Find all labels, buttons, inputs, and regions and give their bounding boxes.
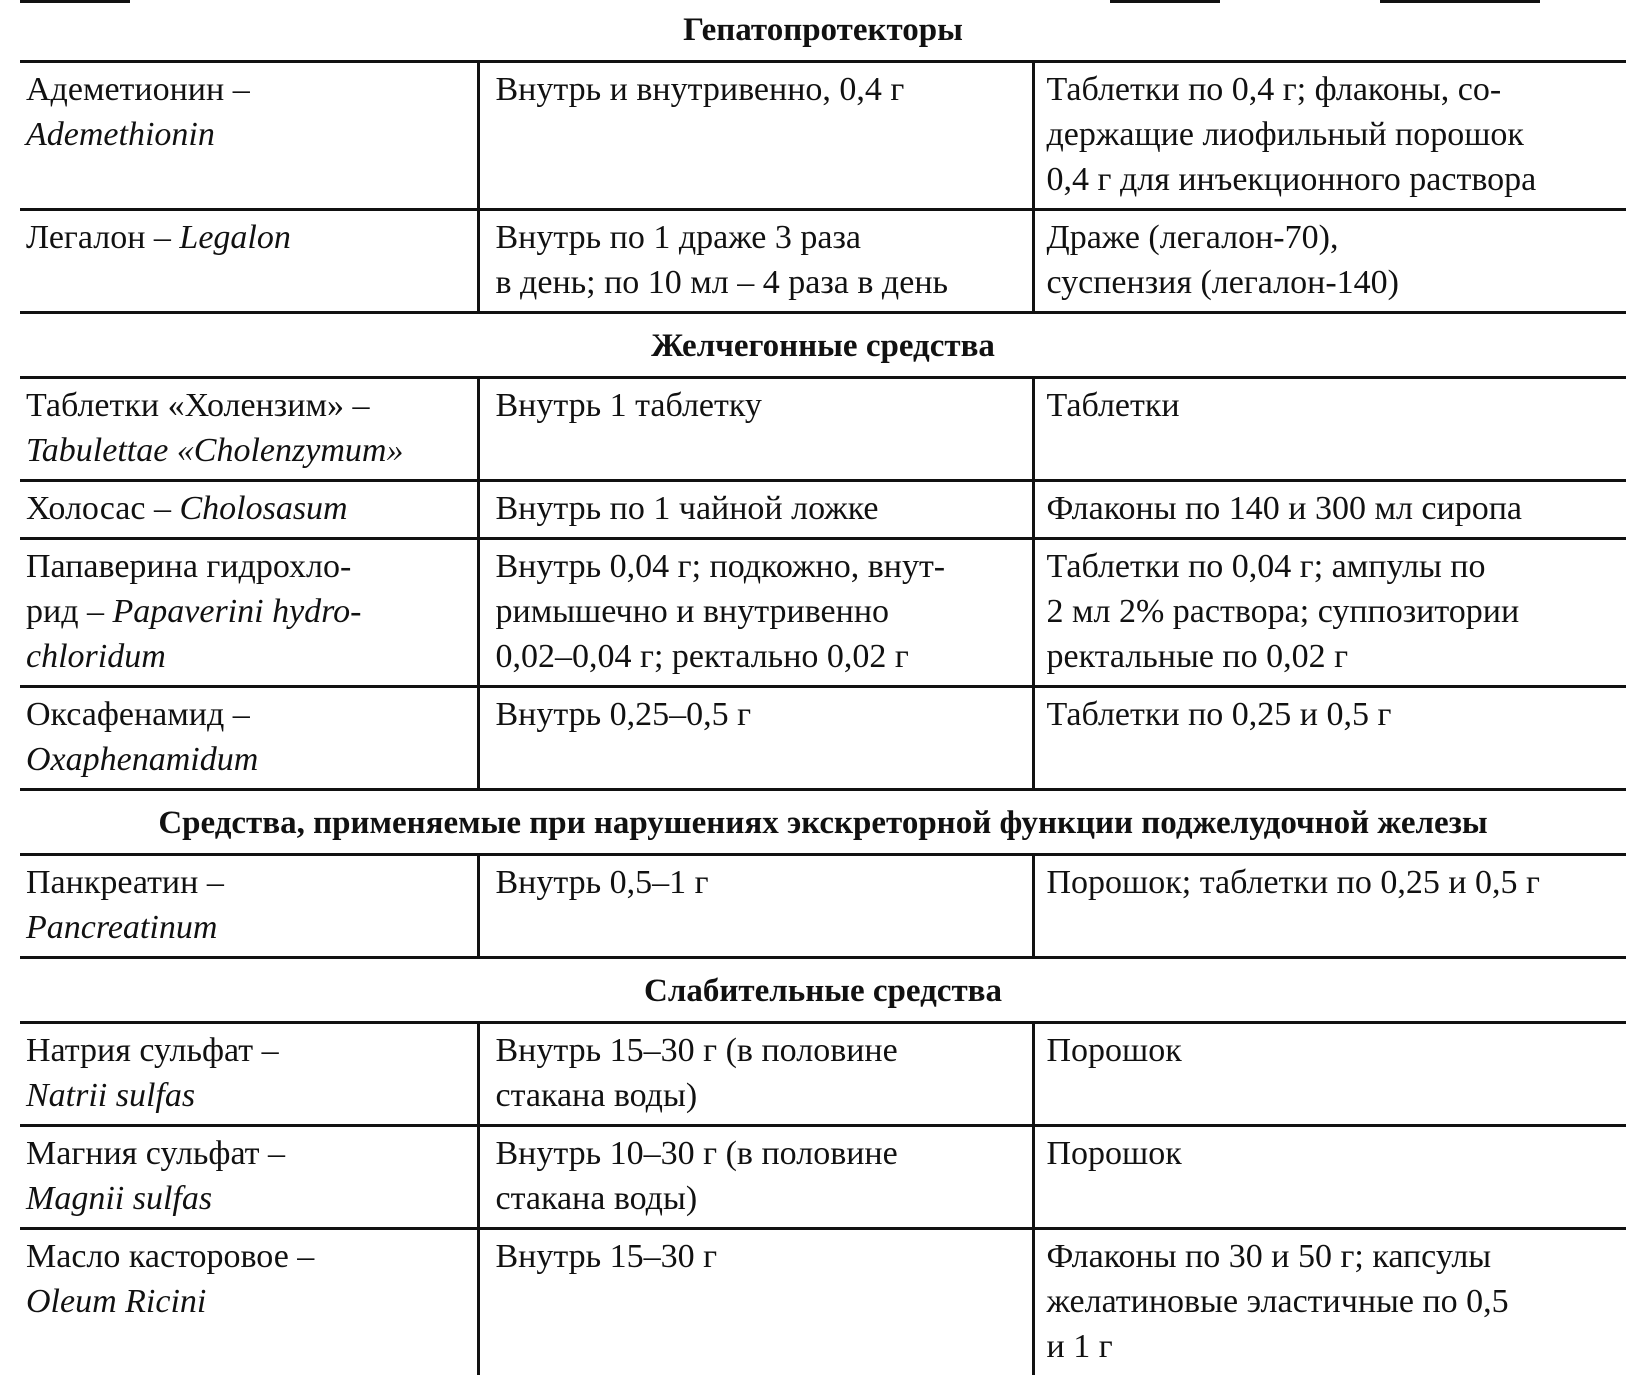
table-row: [20, 378, 1626, 481]
form-cell: [1033, 210, 1626, 313]
form-text: Флаконы по 140 и 300 мл сиропа: [1047, 486, 1619, 531]
section-header-row: [20, 313, 1626, 378]
form-cell: [1033, 855, 1626, 958]
form-text: держащие лиофильный порошок: [1047, 112, 1619, 157]
drug-name-cell: [20, 855, 478, 958]
form-text: Таблетки по 0,4 г; флаконы, со-: [1047, 67, 1619, 112]
top-rule-fragment: [20, 0, 130, 3]
drug-name-cell: [20, 1126, 478, 1229]
drug-name: Таблетки «Холензим» –: [26, 383, 469, 428]
usage-cell: [478, 539, 1033, 687]
drug-latin-name: Ademethionin: [26, 112, 469, 157]
table-row: [20, 687, 1626, 790]
usage-cell: [478, 1126, 1033, 1229]
usage-text: стакана воды): [496, 1176, 1024, 1221]
usage-cell: [478, 210, 1033, 313]
table-row: [20, 1126, 1626, 1229]
usage-cell: [478, 481, 1033, 539]
form-cell: [1033, 481, 1626, 539]
drug-name: Оксафенамид –: [26, 692, 469, 737]
form-text: и 1 г: [1047, 1324, 1619, 1369]
form-text: суспензия (легалон-140): [1047, 260, 1619, 305]
top-rule-fragment: [1110, 0, 1220, 3]
drug-name-cell: [20, 62, 478, 210]
usage-cell: [478, 378, 1033, 481]
form-text: ректальные по 0,02 г: [1047, 634, 1619, 679]
usage-text: Внутрь и внутривенно, 0,4 г: [496, 67, 1024, 112]
form-text: Порошок: [1047, 1028, 1619, 1073]
drug-latin-name: Magnii sulfas: [26, 1176, 469, 1221]
usage-text: Внутрь по 1 чайной ложке: [496, 486, 1024, 531]
usage-text: Внутрь 0,5–1 г: [496, 860, 1024, 905]
drug-latin-name: Tabulettae «Cholenzymum»: [26, 428, 469, 473]
drug-name: Легалон –: [26, 219, 171, 256]
drug-table: [20, 0, 1626, 1375]
drug-name-cell: [20, 539, 478, 687]
drug-name: Холосас –: [26, 490, 171, 527]
usage-text: Внутрь по 1 драже 3 раза: [496, 215, 1024, 260]
usage-cell: [478, 62, 1033, 210]
drug-name-cell: [20, 210, 478, 313]
table-row: [20, 62, 1626, 210]
form-text: Таблетки по 0,25 и 0,5 г: [1047, 692, 1619, 737]
drug-latin-name: Oxaphenamidum: [26, 737, 469, 782]
form-text: Флаконы по 30 и 50 г; капсулы: [1047, 1234, 1619, 1279]
form-text: 0,4 г для инъекционного раствора: [1047, 157, 1619, 202]
drug-name-cell: [20, 687, 478, 790]
document-page: [20, 0, 1626, 1375]
form-cell: [1033, 62, 1626, 210]
usage-cell: [478, 687, 1033, 790]
usage-text: Внутрь 0,04 г; подкожно, внут-: [496, 544, 1024, 589]
table-row: [20, 539, 1626, 687]
drug-name-cell: [20, 481, 478, 539]
drug-name-cell: [20, 1229, 478, 1375]
usage-text: 0,02–0,04 г; ректально 0,02 г: [496, 634, 1024, 679]
form-text: Таблетки по 0,04 г; ампулы по: [1047, 544, 1619, 589]
form-cell: [1033, 378, 1626, 481]
form-text: Порошок; таблетки по 0,25 и 0,5 г: [1047, 860, 1619, 905]
form-cell: [1033, 1023, 1626, 1126]
section-title: Слабительные средства: [20, 958, 1626, 1023]
section-header-row: [20, 0, 1626, 62]
usage-text: Внутрь 0,25–0,5 г: [496, 692, 1024, 737]
drug-latin-name: Oleum Ricini: [26, 1279, 469, 1324]
drug-latin-name: Legalon: [179, 219, 290, 256]
table-row: [20, 210, 1626, 313]
usage-cell: [478, 855, 1033, 958]
drug-name: Масло касторовое –: [26, 1234, 469, 1279]
form-cell: [1033, 539, 1626, 687]
usage-text: стакана воды): [496, 1073, 1024, 1118]
section-title: Желчегонные средства: [20, 313, 1626, 378]
form-text: 2 мл 2% раствора; суппозитории: [1047, 589, 1619, 634]
drug-name-cell: [20, 1023, 478, 1126]
usage-text: Внутрь 10–30 г (в половине: [496, 1131, 1024, 1176]
drug-latin-name: Papaverini hydro-: [113, 593, 362, 630]
form-cell: [1033, 1229, 1626, 1375]
top-rule-fragment: [1380, 0, 1540, 3]
form-cell: [1033, 687, 1626, 790]
table-row: [20, 855, 1626, 958]
table-row: [20, 481, 1626, 539]
drug-latin-name: chloridum: [26, 634, 469, 679]
form-text: Драже (легалон-70),: [1047, 215, 1619, 260]
table-row: [20, 1229, 1626, 1375]
usage-text: римышечно и внутривенно: [496, 589, 1024, 634]
usage-cell: [478, 1023, 1033, 1126]
drug-latin-name: Cholosasum: [179, 490, 347, 527]
drug-name-cell: [20, 378, 478, 481]
drug-name: рид –: [26, 593, 104, 630]
drug-name: Адеметионин –: [26, 67, 469, 112]
form-text: Порошок: [1047, 1131, 1619, 1176]
drug-name: Папаверина гидрохло-: [26, 544, 469, 589]
form-text: желатиновые эластичные по 0,5: [1047, 1279, 1619, 1324]
usage-text: Внутрь 15–30 г (в половине: [496, 1028, 1024, 1073]
drug-name: Магния сульфат –: [26, 1131, 469, 1176]
usage-text: в день; по 10 мл – 4 раза в день: [496, 260, 1024, 305]
table-row: [20, 1023, 1626, 1126]
section-title: Средства, применяемые при нарушениях экскреторной функции поджелудочной железы: [20, 790, 1626, 855]
section-title: Гепатопротекторы: [20, 0, 1626, 62]
section-header-row: [20, 958, 1626, 1023]
section-header-row: [20, 790, 1626, 855]
drug-name: Натрия сульфат –: [26, 1028, 469, 1073]
drug-name: Панкреатин –: [26, 860, 469, 905]
drug-latin-name: Pancreatinum: [26, 905, 469, 950]
form-text: Таблетки: [1047, 383, 1619, 428]
form-cell: [1033, 1126, 1626, 1229]
usage-text: Внутрь 15–30 г: [496, 1234, 1024, 1279]
drug-latin-name: Natrii sulfas: [26, 1073, 469, 1118]
usage-text: Внутрь 1 таблетку: [496, 383, 1024, 428]
usage-cell: [478, 1229, 1033, 1375]
